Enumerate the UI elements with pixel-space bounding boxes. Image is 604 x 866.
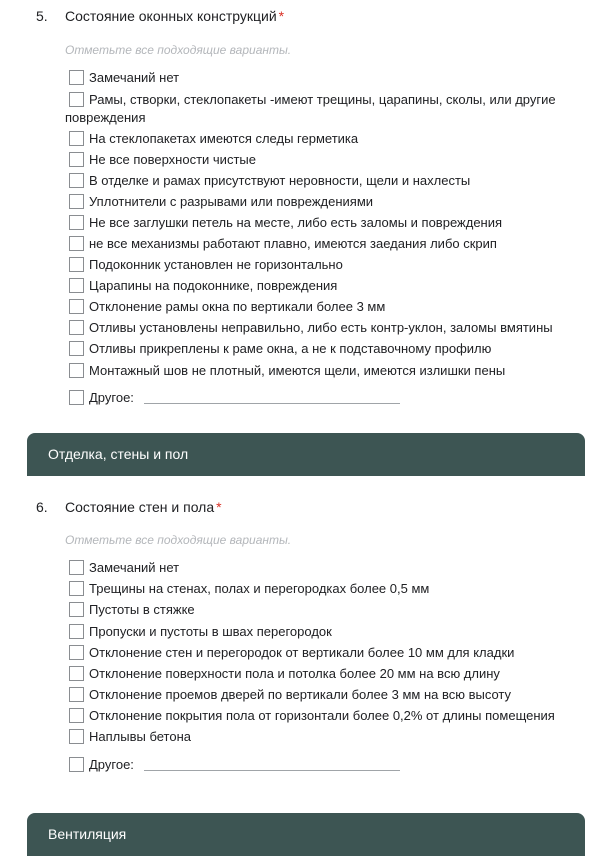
section-header-finishing [27,433,585,476]
checkbox[interactable] [69,194,84,209]
checkbox[interactable] [69,624,84,639]
option-label: Пустоты в стяжке [89,602,195,617]
option-row[interactable] [65,69,585,87]
question-number: 6. [36,499,48,515]
option-label: Царапины на подоконнике, повреждения [89,278,338,293]
option-label-continued: повреждения [65,110,146,125]
question-hint: Отметьте все подходящие варианты. [65,43,292,57]
option-label: На стеклопакетах имеются следы герметика [89,131,359,146]
option-label: не все механизмы работают плавно, имеются заедания либо скрип [89,236,497,251]
option-label: Трещины на стенах, полах и перегородках более 0,5 мм [89,581,430,596]
option-row[interactable] [65,644,585,662]
checkbox[interactable] [69,602,84,617]
checkbox[interactable] [69,560,84,575]
question-hint: Отметьте все подходящие варианты. [65,533,292,547]
question-6-title [36,499,222,515]
option-row[interactable] [65,151,585,169]
option-row[interactable] [65,193,585,211]
checkbox[interactable] [69,173,84,188]
checkbox[interactable] [69,257,84,272]
option-label: Рамы, створки, стеклопакеты -имеют трещины, царапины, сколы, или другие [89,92,556,107]
option-row[interactable] [65,559,585,577]
checkbox[interactable] [69,278,84,293]
checkbox[interactable] [69,687,84,702]
other-option-row[interactable] [65,756,585,774]
option-label: Отклонение покрытия пола от горизонтали более 0,2% от длины помещения [89,708,555,723]
option-row[interactable] [65,362,585,380]
section-title: Вентиляция [48,826,127,842]
checkbox[interactable] [69,70,84,85]
required-mark: * [216,499,222,515]
option-label: Отклонение стен и перегородок от вертикали более 10 мм для кладки [89,645,515,660]
option-row[interactable] [65,256,585,274]
checkbox[interactable] [69,645,84,660]
option-label: Не все поверхности чистые [89,152,256,167]
other-text-input[interactable] [144,759,400,771]
required-mark: * [278,8,285,24]
option-row[interactable] [65,214,585,232]
option-label: Уплотнители с разрывами или повреждениями [89,194,374,209]
question-5-title [36,8,284,24]
option-row[interactable] [65,601,585,619]
option-label: Наплывы бетона [89,729,191,744]
option-row[interactable] [65,277,585,295]
section-title: Отделка, стены и пол [48,446,189,462]
option-row[interactable] [65,340,585,358]
checkbox[interactable] [69,215,84,230]
option-label: Отклонение рамы окна по вертикали более 3 мм [89,299,386,314]
option-label-wrap [65,109,585,127]
other-label: Другое: [89,757,134,772]
checkbox[interactable] [69,341,84,356]
checkbox[interactable] [69,666,84,681]
option-row[interactable] [65,235,585,253]
checkbox[interactable] [69,92,84,107]
option-label: Замечаний нет [89,70,180,85]
checkbox[interactable] [69,390,84,405]
question-title: Состояние оконных конструкций [65,8,277,24]
option-row[interactable] [65,728,585,746]
option-row[interactable] [65,665,585,683]
option-row[interactable] [65,91,585,109]
option-row[interactable] [65,707,585,725]
option-label: Отливы установлены неправильно, либо есть контр-уклон, заломы вмятины [89,320,553,335]
option-row[interactable] [65,623,585,641]
option-row[interactable] [65,686,585,704]
option-label: Отклонение проемов дверей по вертикали более 3 мм на всю высоту [89,687,512,702]
option-label: В отделке и рамах присутствуют неровности, щели и нахлесты [89,173,471,188]
other-option-row[interactable] [65,389,585,407]
question-number: 5. [36,8,48,24]
option-label: Не все заглушки петель на месте, либо есть заломы и повреждения [89,215,503,230]
checkbox[interactable] [69,363,84,378]
option-row[interactable] [65,298,585,316]
checkbox[interactable] [69,581,84,596]
option-row[interactable] [65,319,585,337]
option-label: Отклонение поверхности пола и потолка более 20 мм на всю длину [89,666,500,681]
checkbox[interactable] [69,320,84,335]
checkbox[interactable] [69,708,84,723]
option-row[interactable] [65,580,585,598]
option-label: Отливы прикреплены к раме окна, а не к подставочному профилю [89,341,492,356]
other-label: Другое: [89,390,134,405]
checkbox[interactable] [69,299,84,314]
option-row[interactable] [65,130,585,148]
checkbox[interactable] [69,131,84,146]
option-label: Подоконник установлен не горизонтально [89,257,343,272]
checkbox[interactable] [69,757,84,772]
checkbox[interactable] [69,152,84,167]
checkbox[interactable] [69,236,84,251]
option-label: Замечаний нет [89,560,180,575]
option-row[interactable] [65,172,585,190]
option-label: Пропуски и пустоты в швах перегородок [89,624,332,639]
question-title: Состояние стен и пола [65,499,215,515]
other-text-input[interactable] [144,392,400,404]
checkbox[interactable] [69,729,84,744]
section-header-ventilation [27,813,585,856]
option-label: Монтажный шов не плотный, имеются щели, имеются излишки пены [89,363,506,378]
